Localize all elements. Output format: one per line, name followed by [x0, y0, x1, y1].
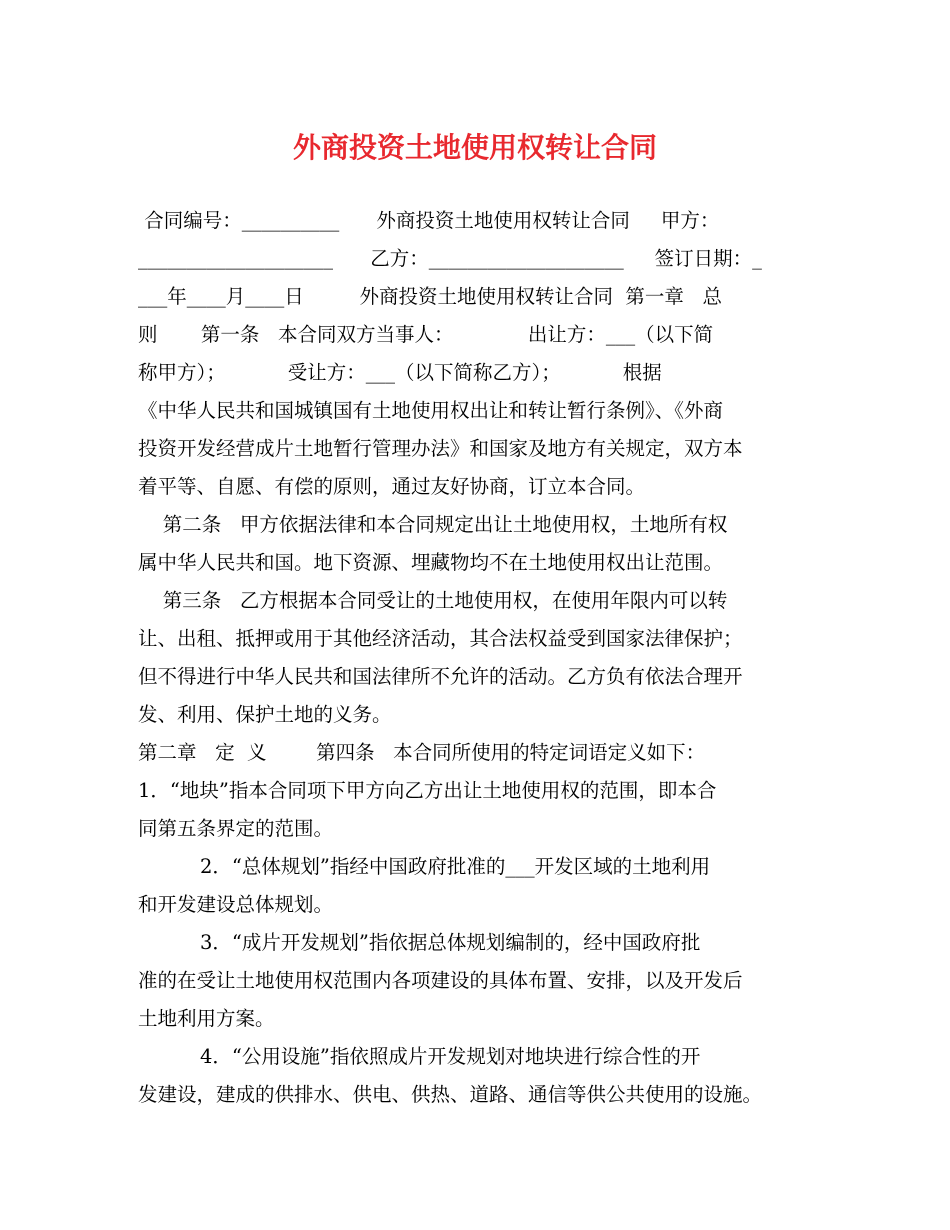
text-line: 准的在受让土地使用权范围内各项建设的具体布置、安排，以及开发后	[138, 969, 743, 992]
text-line: 第三条 乙方根据本合同受让的土地使用权，在使用年限内可以转	[138, 589, 728, 612]
text-line: 但不得进行中华人民共和国法律所不允许的活动。乙方负有依法合理开	[138, 665, 743, 688]
text-line: 1．“地块”指本合同项下甲方向乙方出让土地使用权的范围，即本合	[138, 779, 717, 802]
text-line: 发建设，建成的供排水、供电、供热、道路、通信等供公共使用的设施。	[138, 1083, 763, 1106]
text-line: 《中华人民共和国城镇国有土地使用权出让和转让暂行条例》、《外商	[138, 399, 724, 422]
text-line: 属中华人民共和国。地下资源、埋藏物均不在土地使用权出让范围。	[138, 551, 724, 574]
text-line: 让、出租、抵押或用于其他经济活动，其合法权益受到国家法律保护；	[138, 627, 743, 650]
text-line: 第二章 定 义 第四条 本合同所使用的特定词语定义如下：	[138, 741, 706, 764]
text-line: 合同编号：__________ 外商投资土地使用权转让合同 甲方：	[138, 209, 720, 232]
text-line: 称甲方）； 受让方：___（以下简称乙方）； 根据	[138, 361, 662, 384]
text-line: 投资开发经营成片土地暂行管理办法》和国家及地方有关规定，双方本	[138, 437, 743, 460]
text-line: 同第五条界定的范围。	[138, 817, 334, 840]
text-line: 和开发建设总体规划。	[138, 893, 334, 916]
text-line: 第二条 甲方依据法律和本合同规定出让土地使用权，土地所有权	[138, 513, 728, 536]
document-body	[138, 202, 818, 1114]
text-line: 发、利用、保护土地的义务。	[138, 703, 392, 726]
text-line: 3．“成片开发规划”指依据总体规划编制的，经中国政府批	[138, 931, 701, 954]
text-line: 则 第一条 本合同双方当事人： 出让方：___（以下简	[138, 323, 714, 346]
text-line: 着平等、自愿、有偿的原则，通过友好协商，订立本合同。	[138, 475, 646, 498]
text-line: 2．“总体规划”指经中国政府批准的___开发区域的土地利用	[138, 855, 711, 878]
text-line: ____________________ 乙方：____________________ 签订日期：_	[138, 247, 762, 270]
text-line: 土地利用方案。	[138, 1007, 275, 1030]
text-line: 4．“公用设施”指依照成片开发规划对地块进行综合性的开	[138, 1045, 701, 1068]
document-title: 外商投资土地使用权转让合同	[292, 131, 657, 164]
text-line: ___年____月____日 外商投资土地使用权转让合同 第一章 总	[138, 285, 723, 308]
